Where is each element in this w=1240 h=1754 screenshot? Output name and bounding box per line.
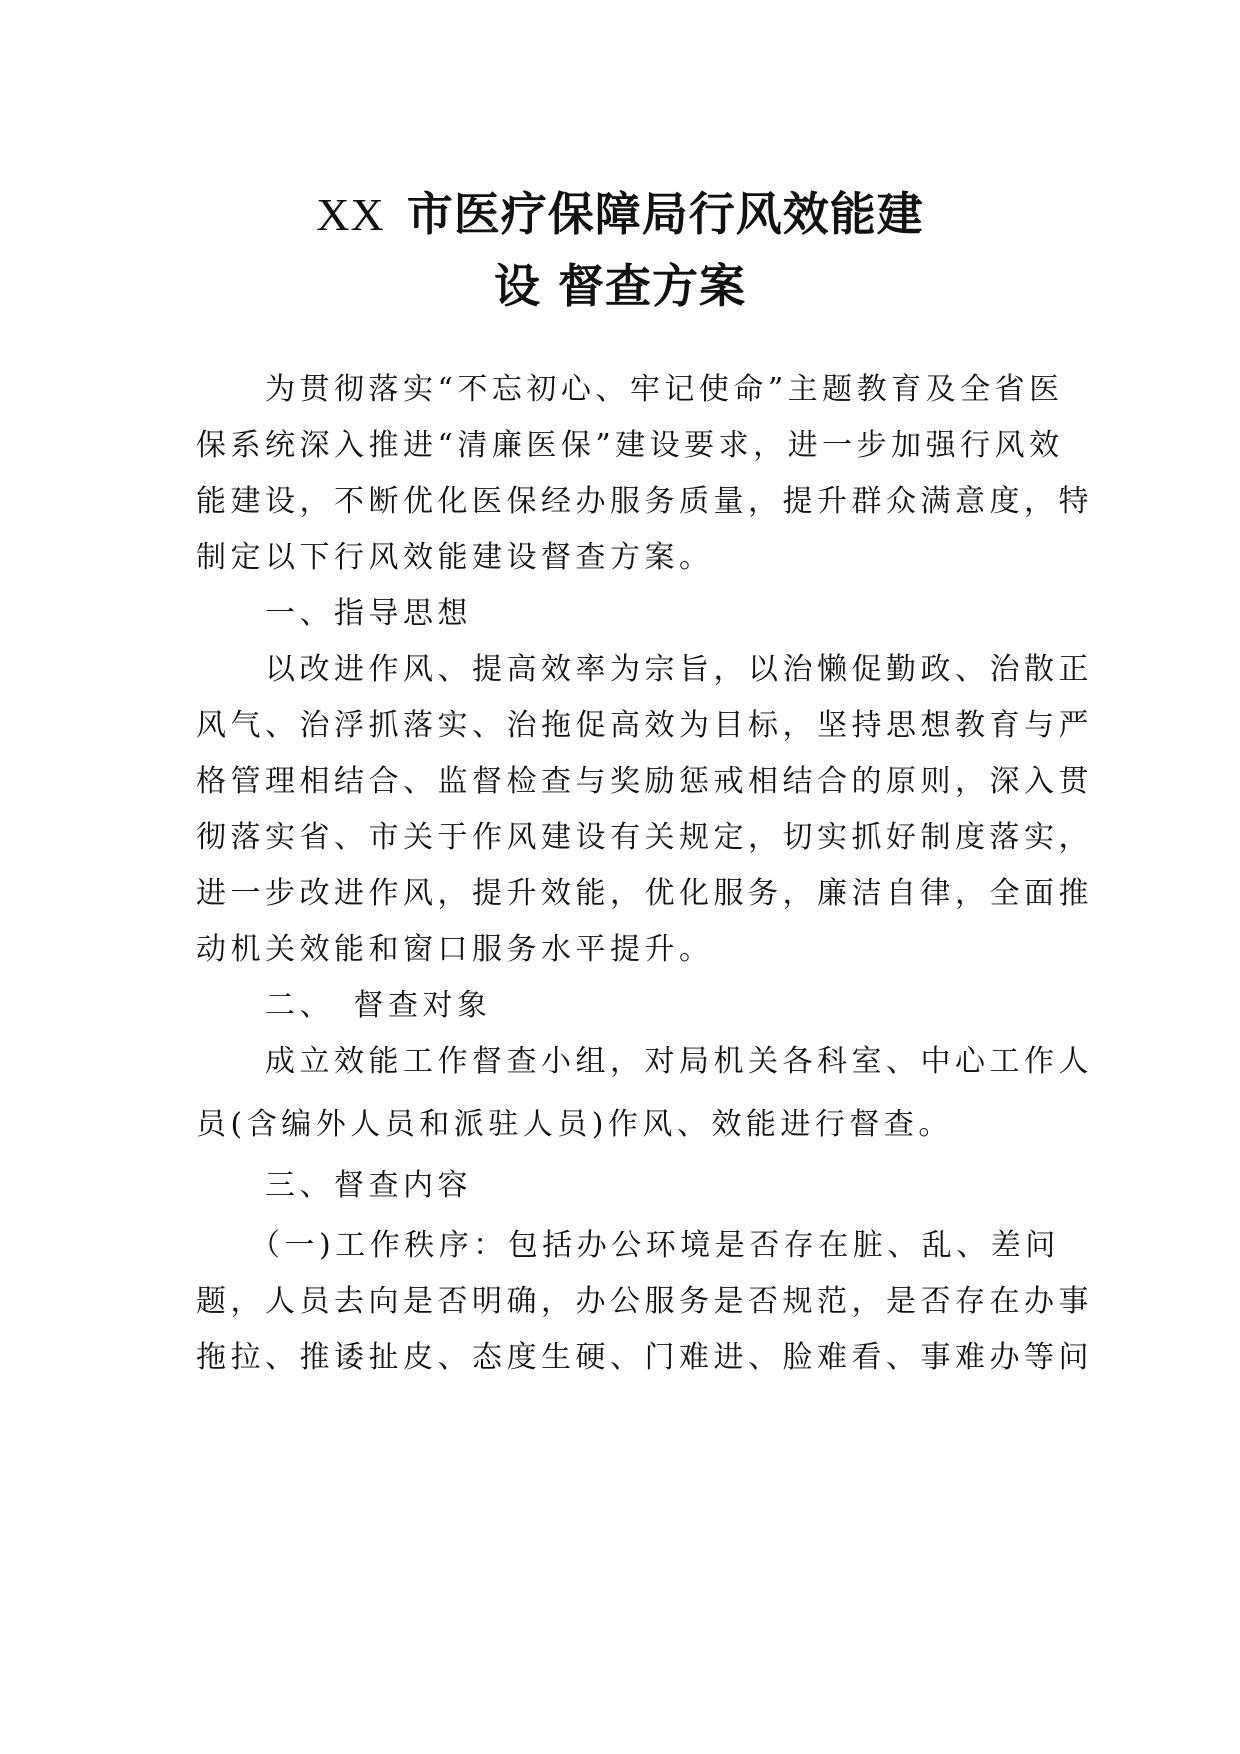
- title-prefix: XX: [316, 189, 385, 240]
- body-line-17: 题，人员去向是否明确，办公服务是否规范，是否存在办事: [196, 1284, 1093, 1319]
- body-line-6: 以改进作风、提高效率为宗旨，以治懒促勤政、治散正: [196, 652, 1093, 687]
- section-heading-2: 二、 督查对象: [196, 988, 492, 1023]
- body-line-2: 保系统深入推进“清廉医保”建设要求，进一步加强行风效: [196, 428, 1064, 463]
- body-line-4: 制定以下行风效能建设督查方案。: [196, 540, 714, 575]
- section-heading-1: 一、指导思想: [196, 596, 472, 631]
- title-text-1: 市医疗保障局行风效能建: [406, 187, 924, 241]
- body-line-1: 为贯彻落实“不忘初心、牢记使命”主题教育及全省医: [196, 372, 1064, 407]
- body-line-3: 能建设，不断优化医保经办服务质量，提升群众满意度，特: [196, 484, 1093, 519]
- body-line-10: 进一步改进作风，提升效能，优化服务，廉洁自律，全面推: [196, 876, 1093, 911]
- body-line-18: 拖拉、推诿扯皮、态度生硬、门难进、脸难看、事难办等问: [196, 1340, 1093, 1375]
- document-title-line-2: 设 督查方案: [493, 259, 746, 313]
- body-line-13: 成立效能工作督查小组，对局机关各科室、中心工作人: [196, 1044, 1093, 1079]
- section-heading-3: 三、督查内容: [196, 1168, 472, 1203]
- document-title-line-1: [0, 178, 1240, 244]
- body-line-11: 动机关效能和窗口服务水平提升。: [196, 932, 714, 967]
- body-line-14: 员(含编外人员和派驻人员)作风、效能进行督查。: [196, 1107, 953, 1142]
- body-line-8: 格管理相结合、监督检查与奖励惩戒相结合的原则，深入贯: [196, 764, 1093, 799]
- body-line-9: 彻落实省、市关于作风建设有关规定，切实抓好制度落实，: [196, 820, 1093, 855]
- body-line-7: 风气、治浮抓落实、治拖促高效为目标，坚持思想教育与严: [196, 708, 1093, 743]
- body-line-16: （一)工作秩序：包括办公环境是否存在脏、乱、差问: [196, 1228, 1060, 1263]
